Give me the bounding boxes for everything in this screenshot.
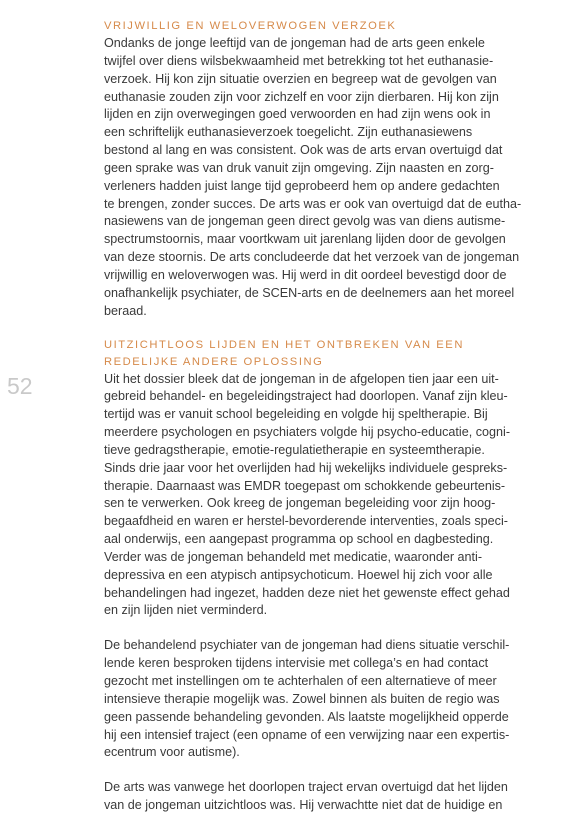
text-line: begaafdheid en waren er herstel-bevorderende interventies, zoals speci- [104, 514, 508, 529]
text-line: van deze stoornis. De arts concludeerde dat het verzoek van de jongeman [104, 250, 520, 265]
section-heading [104, 337, 524, 371]
page-number: 52 [7, 373, 33, 399]
text-line: lende keren besproken tijdens intervisie met collega’s en had contact [104, 656, 489, 671]
text-line: nasiewens van de jongeman geen direct gevolg was van diens autisme- [104, 214, 506, 229]
text-line: tertijd was er vanuit school begeleiding en volgde hij speltherapie. Bij [104, 407, 488, 422]
text-line: euthanasie zouden zijn voor zichzelf en voor zijn dierbaren. Hij kon zijn [104, 89, 499, 104]
text-line: verzoek. Hij kon zijn situatie overzien en begreep wat de gevolgen van [104, 71, 497, 86]
section-heading [104, 18, 524, 35]
text-line: geen passende behandeling gevonden. Als laatste mogelijkheid opperde [104, 709, 509, 724]
text-line: twijfel over diens wilsbekwaamheid met betrekking tot het euthanasie- [104, 53, 494, 68]
section-spacer [104, 321, 524, 337]
text-line: onafhankelijk psychiater, de SCEN-arts en de deelnemers aan het moreel [104, 285, 515, 300]
text-line: gezocht met instellingen om te achterhalen of een alternatieve of meer [104, 674, 497, 688]
text-line: Verder was de jongeman behandeld met medicatie, waaronder anti- [104, 549, 483, 564]
section-heading-line: UITZICHTLOOS LIJDEN EN HET ONTBREKEN VAN EEN [104, 338, 464, 351]
text-line: intensieve therapie mogelijk was. Zowel binnen als buiten de regio was [104, 691, 500, 706]
paragraph [104, 779, 524, 815]
text-line: Ondanks de jonge leeftijd van de jongeman had de arts geen enkele [104, 36, 485, 50]
text-line: beraad. [104, 303, 147, 318]
text-line: te brengen, zonder succes. De arts was er ook van overtuigd dat de eutha- [104, 196, 522, 211]
paragraph [104, 637, 524, 762]
document-body [104, 18, 524, 815]
text-line: geen sprake was van druk vanuit zijn omgeving. Zijn naasten en zorg- [104, 160, 494, 175]
text-line: therapie. Daarnaast was EMDR toegepast om schokkende gebeurtenis- [104, 478, 506, 493]
text-line: en zijn lijden niet verminderd. [104, 603, 268, 618]
text-line: lijden en zijn overwegingen goed verwoorden en had zijn wens ook in [104, 107, 491, 122]
text-line: spectrumstoornis, maar voortkwam uit jarenlang lijden door de gevolgen [104, 232, 506, 247]
text-line: verleners hadden juist lange tijd geprobeerd hem op andere gedachten [104, 178, 500, 193]
paragraph-spacer [104, 762, 524, 779]
text-line: depressiva en een atypisch antipsychoticum. Hoewel hij zich voor alle [104, 567, 493, 582]
text-line: van de jongeman uitzichtloos was. Hij verwachtte niet dat de huidige en [104, 798, 503, 813]
text-line: De arts was vanwege het doorlopen traject ervan overtuigd dat het lijden [104, 780, 508, 795]
text-line: hij een intensief traject (een opname of een verwijzing naar een expertis- [104, 727, 510, 742]
paragraph [104, 35, 524, 321]
text-line: gebreid behandel- en begeleidingstraject had doorlopen. Vanaf zijn kleu- [104, 389, 508, 404]
section-heading-line: VRIJWILLIG EN WELOVERWOGEN VERZOEK [104, 20, 397, 32]
text-line: behandelingen had ingezet, hadden deze niet het gewenste effect gehad [104, 585, 510, 600]
text-line: Sinds drie jaar voor het overlijden had hij wekelijks individuele gespreks- [104, 460, 508, 475]
text-line: vrijwillig en weloverwogen was. Hij werd in dit oordeel bevestigd door de [104, 267, 507, 282]
paragraph [104, 371, 524, 621]
text-line: meerdere psychologen en psychiaters volgde hij psycho-educatie, cogni- [104, 425, 511, 440]
text-line: tieve gedragstherapie, emotie-regulatietherapie en systeemtherapie. [104, 442, 485, 457]
text-line: sen te verwerken. Ook kreeg de jongeman begeleiding voor zijn hoog- [104, 496, 496, 511]
text-line: Uit het dossier bleek dat de jongeman in de afgelopen tien jaar een uit- [104, 371, 499, 386]
section-heading-line: REDELIJKE ANDERE OPLOSSING [104, 355, 324, 368]
text-line: bestond al lang en was consistent. Ook was de arts ervan overtuigd dat [104, 143, 503, 158]
text-line: De behandelend psychiater van de jongeman had diens situatie verschil- [104, 638, 510, 653]
paragraph-spacer [104, 620, 524, 637]
text-line: ecentrum voor autisme). [104, 745, 240, 760]
text-line: een schriftelijk euthanasieverzoek toegelicht. Zijn euthanasiewens [104, 125, 473, 140]
text-line: aal onderwijs, een aangepast programma op school en dagbesteding. [104, 532, 494, 547]
